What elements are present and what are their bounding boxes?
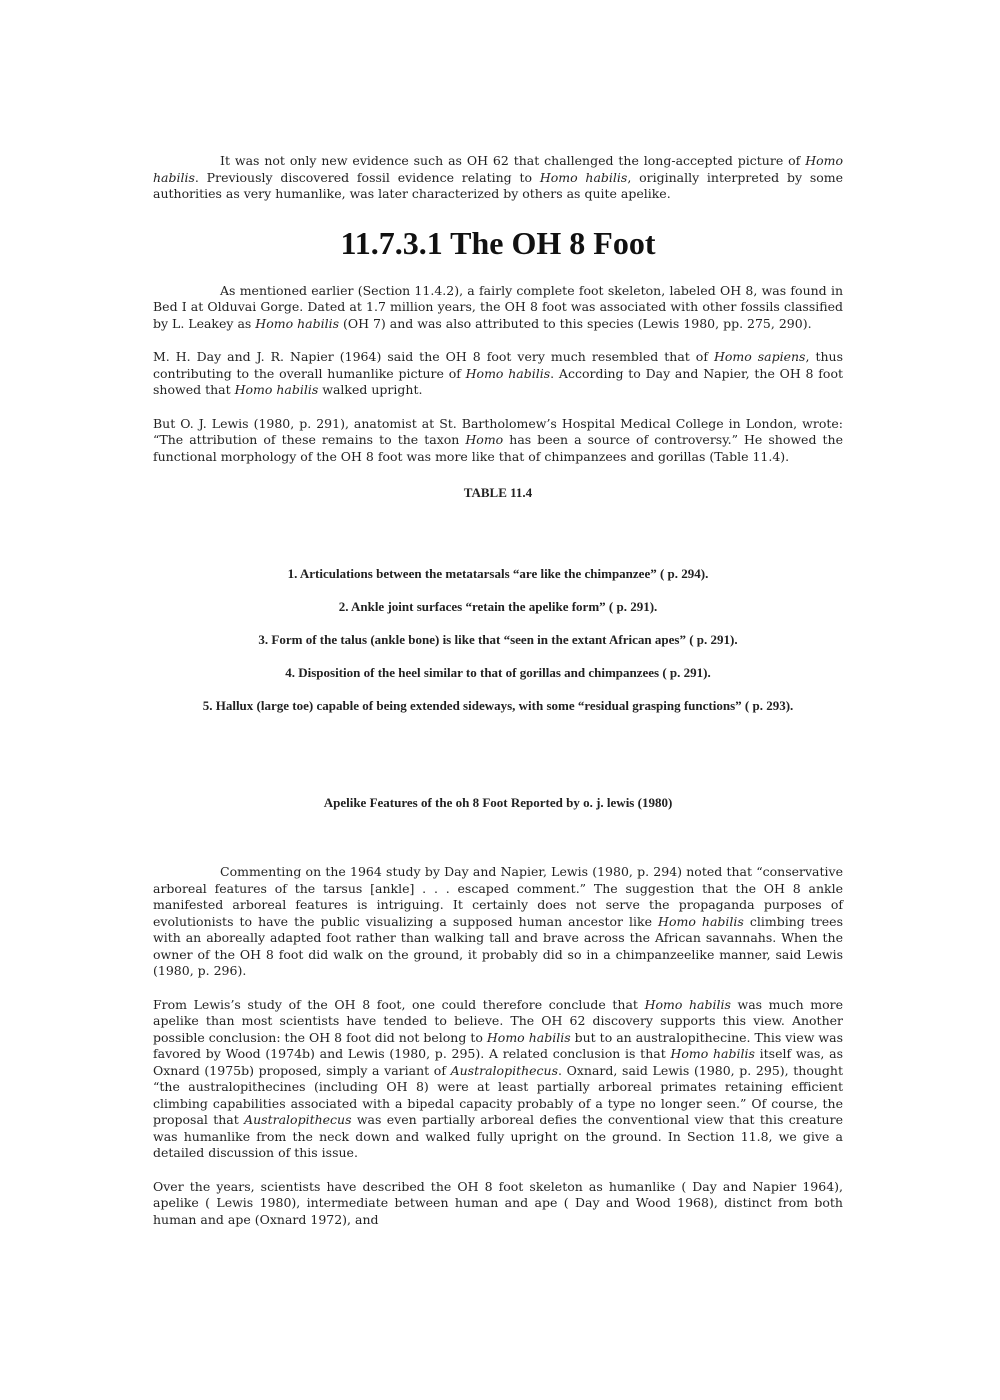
taxon-name: Homo sapiens bbox=[713, 349, 806, 364]
text-run: From Lewis’s study of the OH 8 foot, one could therefore conclude that bbox=[153, 996, 645, 1012]
table-item-1: 1. Articulations between the metatarsals “are like the chimpanzee” ( p. 294). bbox=[287, 566, 709, 581]
taxon-name: Homo bbox=[465, 432, 504, 447]
document-page bbox=[153, 153, 843, 1228]
text-run: itself was, as Oxnard (1975b) proposed, simply a variant of bbox=[153, 1046, 843, 1078]
text-run: It was not only new evidence such as OH 62 that challenged the long-accepted picture of bbox=[220, 153, 806, 168]
text-run: climbing trees with an aboreally adapted foot rather than walking tall and brave across the African savannahs. When the owner of the OH 8 foot did walk on the ground, it probably did so in a chimpanzeelike manner, said Lewis (1980, p. 296). bbox=[153, 913, 843, 978]
after-paragraph-3: Over the years, scientists have described the OH 8 foot skeleton as humanlike ( Day and Napier 1964), apelike ( Lewis 1980), intermediate between human and ape ( Day and Wood 1968), distinct from both human and ape (Oxnard 1972), and bbox=[153, 1178, 843, 1227]
text-run: But O. J. Lewis (1980, p. 291), anatomist at St. Bartholomew’s Hospital Medical College in London, wrote: “The attribution of these remains to the taxon bbox=[153, 415, 843, 447]
table-caption: Apelike Features of the oh 8 Foot Reported by o. j. lewis (1980) bbox=[323, 795, 673, 810]
text-run: . Oxnard, said Lewis (1980, p. 295), thought “the australopithecines (including OH 8) were at least partially arboreal primates retaining efficient climbing capabilities associated with a bipedal capacity probably of a type no longer seen.” Of course, the proposal that bbox=[153, 1062, 843, 1127]
section-paragraph-1 bbox=[153, 283, 843, 333]
text-run: . According to Day and Napier, the OH 8 foot showed that bbox=[153, 365, 843, 397]
taxon-name: Australopithecus bbox=[450, 1062, 559, 1078]
table-item-5: 5. Hallux (large toe) capable of being extended sideways, with some “residual grasping functions” ( p. 293). bbox=[202, 698, 794, 713]
text-run: M. H. Day and J. R. Napier (1964) said the OH 8 foot very much resembled that of bbox=[153, 349, 714, 364]
table-title: TABLE 11.4 bbox=[463, 485, 533, 500]
text-run: , originally interpreted by some authorities as very humanlike, was later characterized by others as quite apelike. bbox=[153, 169, 844, 201]
taxon-name: Homo habilis bbox=[234, 382, 319, 397]
text-run: As mentioned earlier (Section 11.4.2), a fairly complete foot skeleton, labeled OH 8, was found in Bed I at Olduvai Gorge. Dated at 1.7 million years, the OH 8 foot was associated with other fossils classified by L. Leakey as bbox=[153, 282, 843, 331]
taxon-name: Homo habilis bbox=[670, 1046, 755, 1061]
after-paragraph-1 bbox=[153, 864, 843, 980]
section-paragraph-2 bbox=[153, 349, 843, 399]
text-run: was much more apelike than most scientists have tended to believe. The OH 62 discovery supports this view. Another possible conclusion: the OH 8 foot did not belong to bbox=[153, 996, 843, 1045]
table-item-3: 3. Form of the talus (ankle bone) is like that “seen in the extant African apes” ( p. 291). bbox=[258, 632, 738, 647]
table-feature-list bbox=[153, 565, 843, 714]
taxon-name: Australopithecus bbox=[244, 1112, 352, 1127]
taxon-name: Homo habilis bbox=[153, 153, 843, 185]
table-item-2: 2. Ankle joint surfaces “retain the apelike form” ( p. 291). bbox=[338, 599, 658, 614]
taxon-name: Homo habilis bbox=[644, 996, 731, 1012]
taxon-name: Homo habilis bbox=[486, 1029, 571, 1045]
taxon-name: Homo habilis bbox=[539, 169, 628, 185]
section-heading: 11.7.3.1 The OH 8 Foot bbox=[340, 224, 656, 261]
after-paragraph-2 bbox=[153, 997, 843, 1162]
intro-paragraph bbox=[153, 153, 843, 203]
text-run: walked upright. bbox=[318, 382, 423, 397]
table-item-4: 4. Disposition of the heel similar to that of gorillas and chimpanzees ( p. 291). bbox=[285, 665, 711, 680]
taxon-name: Homo habilis bbox=[255, 315, 339, 331]
text-run: was even partially arboreal defies the conventional view that this creature was humanlike from the neck down and walked fully upright on the ground. In Section 11.8, we give a detailed discussion of this issue. bbox=[153, 1112, 843, 1160]
text-run: but to an australopithecine. This view was favored by Wood (1974b) and Lewis (1980, p. 295). A related conclusion is that bbox=[153, 1029, 844, 1061]
taxon-name: Homo habilis bbox=[658, 913, 744, 929]
text-run: . Previously discovered fossil evidence relating to bbox=[194, 169, 540, 185]
text-run: has been a source of controversy.” He showed the functional morphology of the OH 8 foot was more like that of chimpanzees and gorillas (Table 11.4). bbox=[153, 432, 843, 464]
text-run: , thus contributing to the overall humanlike picture of bbox=[153, 349, 843, 381]
taxon-name: Homo habilis bbox=[465, 365, 551, 381]
text-run: (OH 7) and was also attributed to this species (Lewis 1980, pp. 275, 290). bbox=[339, 315, 812, 331]
section-paragraph-3 bbox=[153, 416, 843, 466]
text-run: Commenting on the 1964 study by Day and Napier, Lewis (1980, p. 294) noted that “conservative arboreal features of the tarsus [ankle] . . . escaped comment.” The suggestion that the OH 8 ankle manifested arboreal features is intriguing. It certainly does not serve the propaganda purposes of evolutionists to have the public visualizing a supposed human ancestor like bbox=[153, 864, 843, 929]
